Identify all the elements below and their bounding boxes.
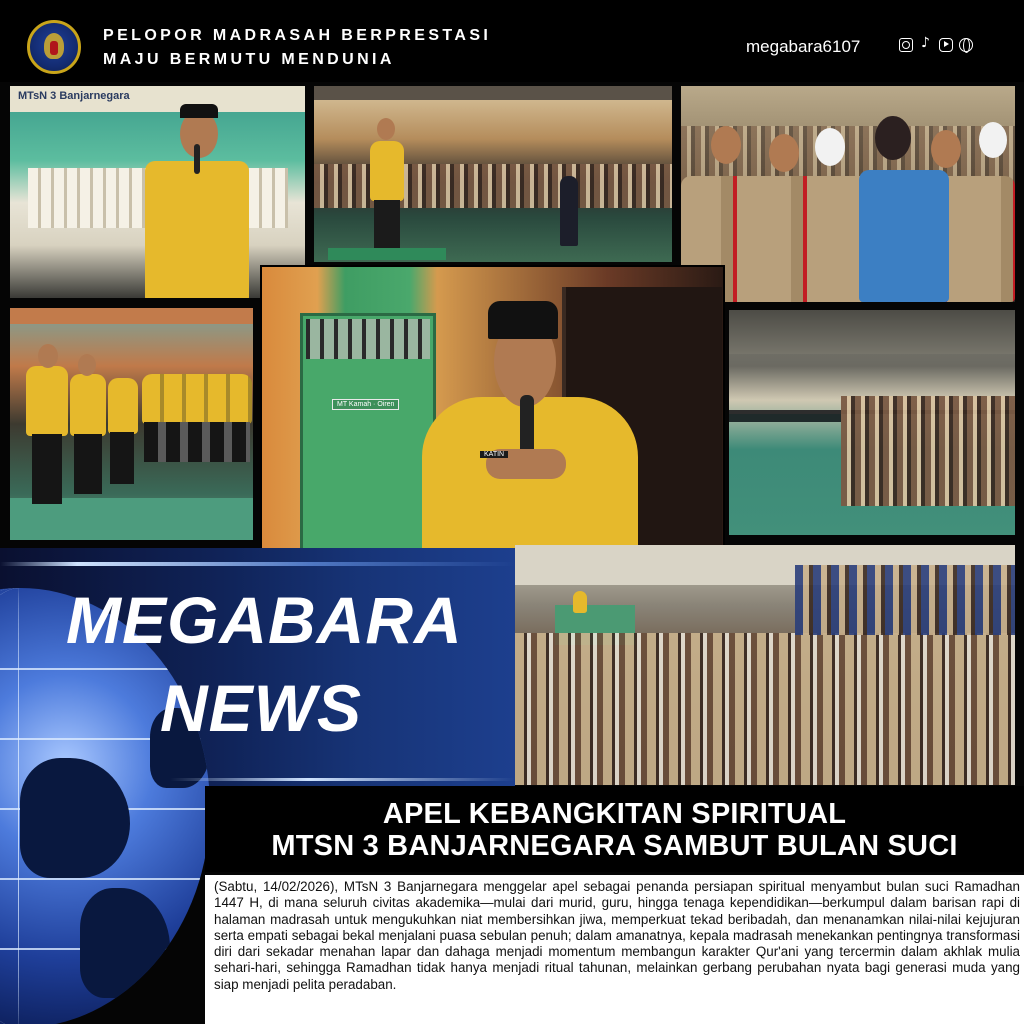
banner-sign-text: MTsN 3 Banjarnegara xyxy=(18,90,130,102)
banner-light-streak xyxy=(0,562,515,566)
headline-line-1: APEL KEBANGKITAN SPIRITUAL xyxy=(382,798,847,830)
article-body: (Sabtu, 14/02/2026), MTsN 3 Banjarnegara menggelar apel sebagai penanda persiapan spiritual menyambut bulan suci Ramadhan 1447 H, di mana seluruh civitas akademika—mulai dari murid, guru, hingga tenaga kependidikan—berkumpul dalam barisan rapi di halaman madrasah untuk mengukuhkan niat membersihkan jiwa, memperkuat tekad beribadah, dan menanamkan nilai-nilai kejujuran serta empati sebagai bekal menjalani puasa sebulan penuh; dalam amanatnya, kepala madrasah menekankan pentingnya transformasi diri dari sekadar menahan lapar dan dahaga menjadi momentum membangun karakter Qur'ani yang tercermin dalam akhlak mulia sehari-hari, sehingga Ramadhan tidak hanya menjadi ritual tahunan, melainkan gerbang perubahan nyata bagi generasi muda yang siap menjadi pelita peradaban. xyxy=(214,879,1020,992)
slogan xyxy=(103,24,491,72)
photo-scouts-student-speaker xyxy=(681,86,1015,302)
header-bar xyxy=(0,0,1024,82)
globe-icon[interactable] xyxy=(959,38,973,52)
brand-title-line-1: MEGABARA xyxy=(66,583,463,657)
photo-principal-speech xyxy=(260,265,725,577)
banner-light-streak-bottom xyxy=(170,778,515,781)
madrasah-logo xyxy=(27,20,81,74)
headline-line-2: MTSN 3 BANJARNEGARA SAMBUT BULAN SUCI xyxy=(271,830,958,862)
slogan-line-2: MAJU BERMUTU MENDUNIA xyxy=(103,51,395,68)
social-handle[interactable]: megabara6107 xyxy=(746,37,861,56)
photo-scouts-under-canopy xyxy=(729,310,1015,535)
instagram-icon[interactable] xyxy=(899,38,913,52)
photo-staff-line xyxy=(10,308,253,540)
photo-full-assembly xyxy=(515,545,1015,785)
slogan-line-1: PELOPOR MADRASAH BERPRESTASI xyxy=(103,27,492,44)
news-headline xyxy=(205,786,1024,872)
social-icons xyxy=(899,38,973,52)
brand-title-line-2: NEWS xyxy=(160,671,362,745)
article-box xyxy=(205,875,1024,1024)
name-badge: KATIN xyxy=(480,451,508,458)
door-sign: MT Kamah · Oiren xyxy=(332,399,399,410)
tiktok-icon[interactable] xyxy=(919,38,933,52)
youtube-icon[interactable] xyxy=(939,38,953,52)
photo-assembly-yard xyxy=(314,86,672,262)
